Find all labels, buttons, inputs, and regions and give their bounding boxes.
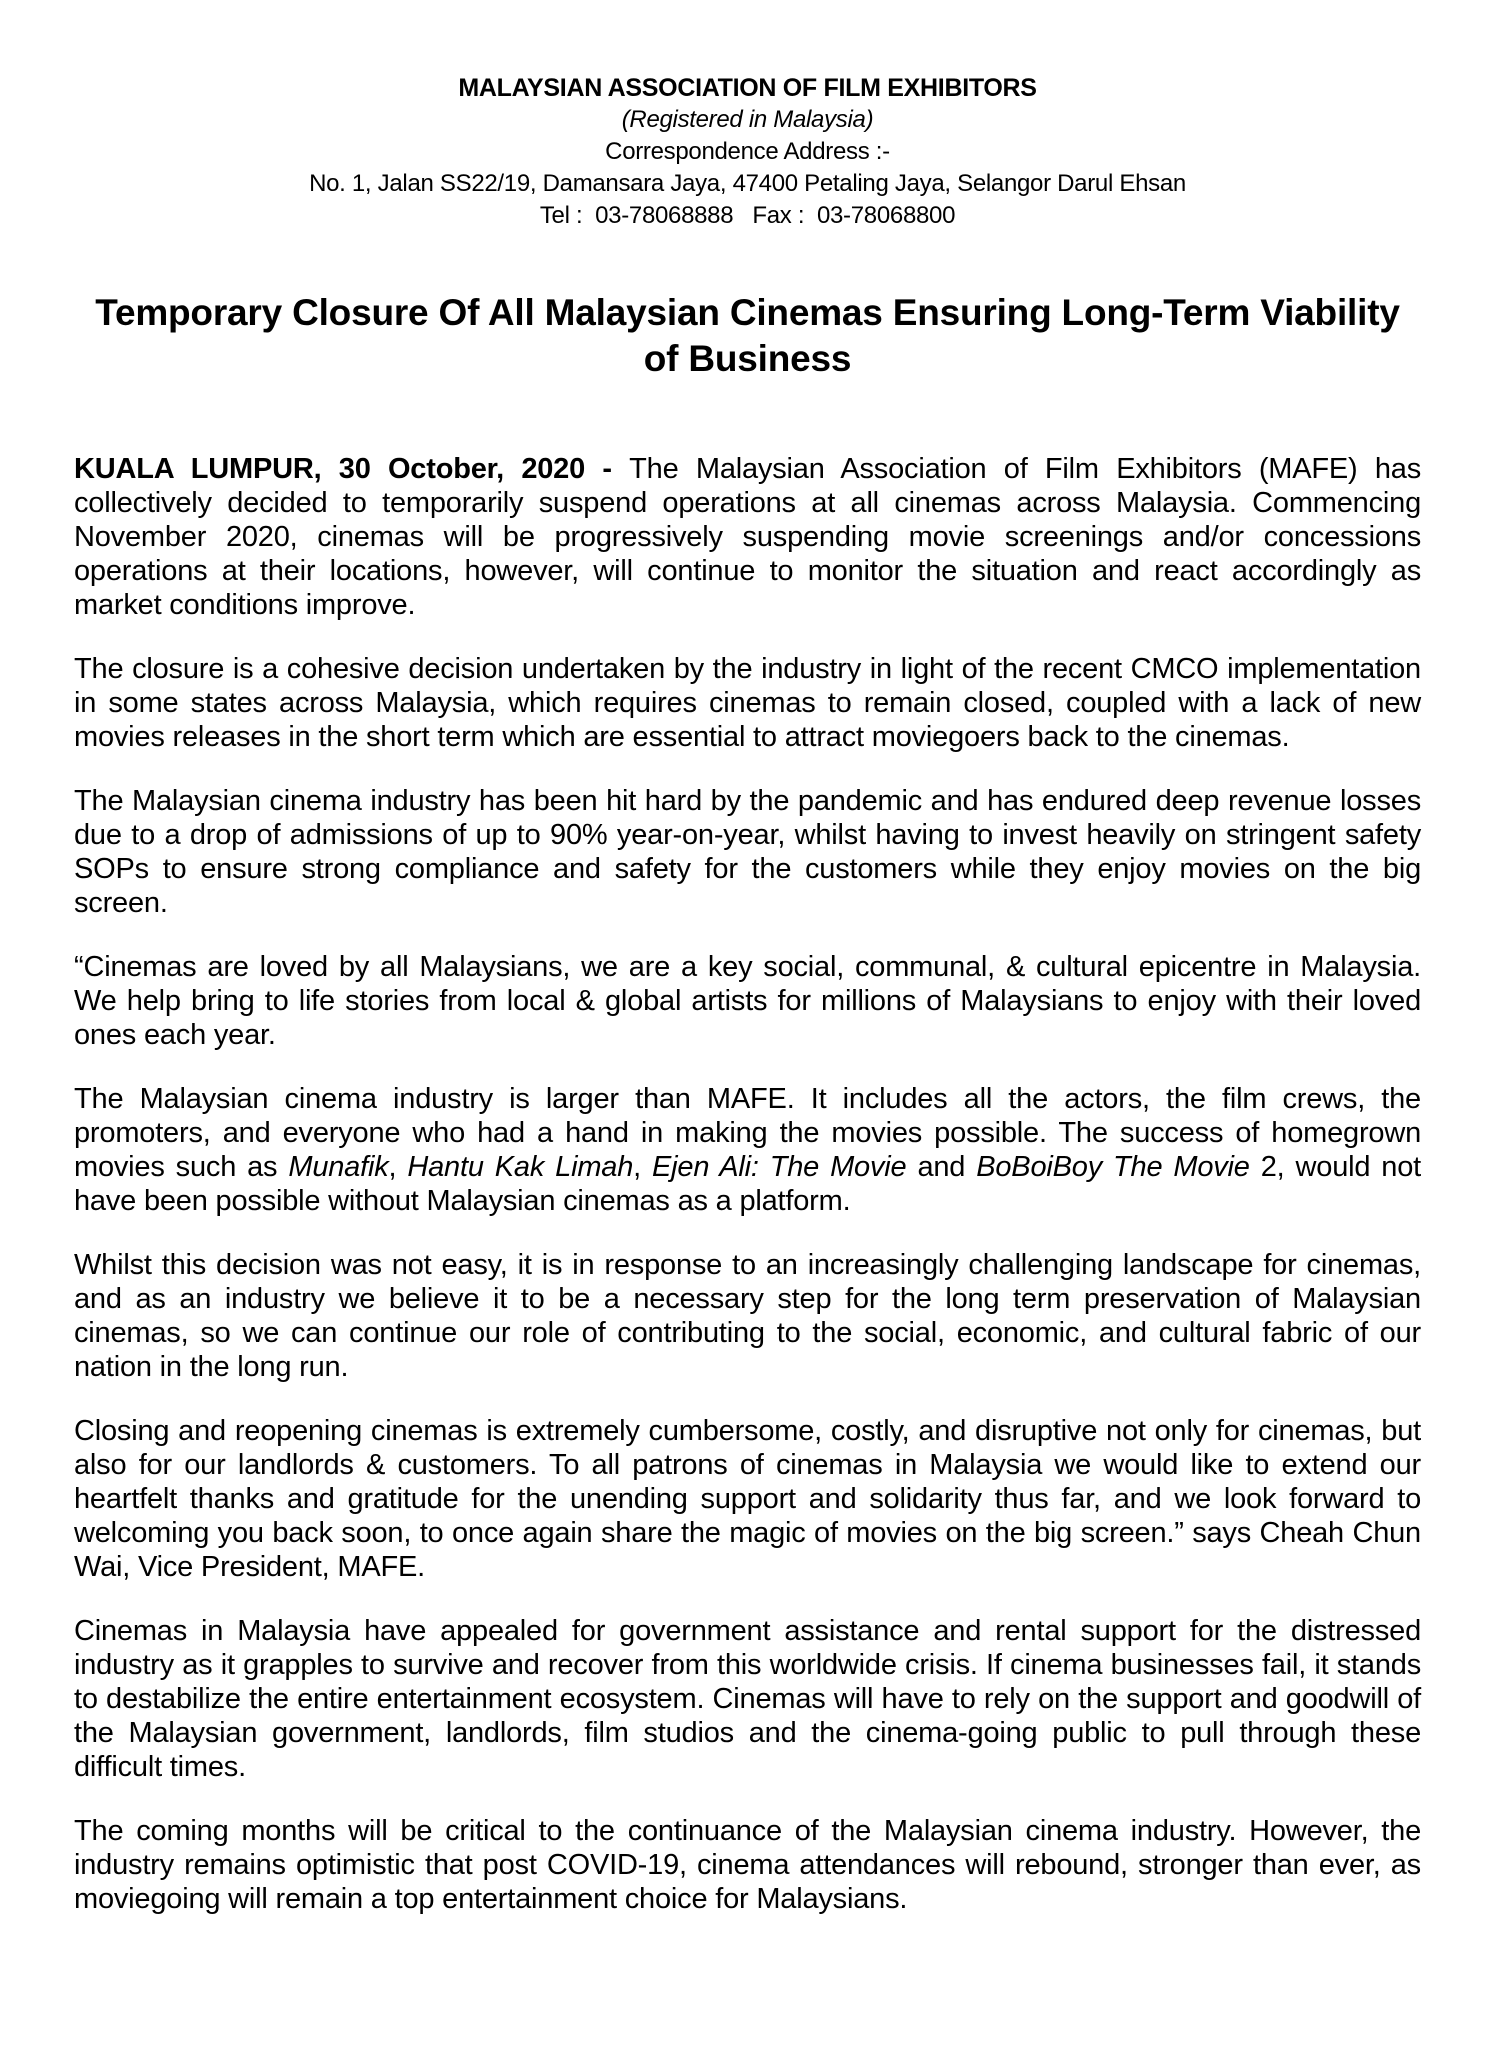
document-title: Temporary Closure Of All Malaysian Cinemas Ensuring Long-Term Viability of Business (95, 292, 1400, 379)
paragraph-industry-larger-than-mafe: The Malaysian cinema industry is larger than MAFE. It includes all the actors, the film crews, the promoters, and everyone who had a hand in making the movies possible. The success of homegrown movies such as Munafik, Hantu Kak Limah, Ejen Ali: The Movie and BoBoiBoy The Movie 2, would not have been possible without Malaysian cinemas as a platform. (74, 1083, 1422, 1217)
paragraph-quote-cinemas-loved: “Cinemas are loved by all Malaysians, we are a key social, communal, & cultural epicentre in Malaysia. We help bring to life stories from local & global artists for millions of Malaysians to enjoy with their loved ones each year. (74, 951, 1421, 1051)
paragraph-decision-not-easy: Whilst this decision was not easy, it is in response to an increasingly challenging landscape for cinemas, and as an industry we believe it to be a necessary step for the long term preservation of Malaysian cinemas, so we can continue our role of contributing to the social, economic, and cultural fabric of our nation in the long run. (74, 1249, 1421, 1383)
registered-note: (Registered in Malaysia) (621, 106, 874, 133)
paragraph-closing-reopening-quote-end: Closing and reopening cinemas is extremely cumbersome, costly, and disruptive not only for cinemas, but also for our landlords & customers. To all patrons of cinemas in Malaysia we would like to extend our heartfelt thanks and gratitude for the unending support and solidarity thus far, and we look forward to welcoming you back soon, to once again share the magic of movies on the big screen.” says Cheah Chun Wai, Vice President, MAFE. (74, 1415, 1421, 1583)
paragraph-dateline-intro: KUALA LUMPUR, 30 October, 2020 - The Malaysian Association of Film Exhibitors (MAFE) has collectively decided to temporarily suspend operations at all cinemas across Malaysia. Commencing November 2020, cinemas will be progressively suspending movie screenings and/or concessions operations at their locations, however, will continue to monitor the situation and react accordingly as market conditions improve. (74, 453, 1422, 621)
paragraph-coming-months: The coming months will be critical to the continuance of the Malaysian cinema industry. However, the industry remains optimistic that post COVID-19, cinema attendances will rebound, stronger than ever, as moviegoing will remain a top entertainment choice for Malaysians. (74, 1815, 1421, 1915)
paragraph-industry-losses: The Malaysian cinema industry has been hit hard by the pandemic and has endured deep revenue losses due to a drop of admissions of up to 90% year-on-year, whilst having to invest heavily on stringent safety SOPs to ensure strong compliance and safety for the customers while they enjoy movies on the big screen. (74, 785, 1421, 919)
paragraph-closure-decision: The closure is a cohesive decision undertaken by the industry in light of the recent CMCO implementation in some states across Malaysia, which requires cinemas to remain closed, coupled with a lack of new movies releases in the short term which are essential to attract moviegoers back to the cinemas. (74, 653, 1421, 753)
correspondence-label: Correspondence Address :- (605, 138, 890, 165)
org-name: MALAYSIAN ASSOCIATION OF FILM EXHIBITORS (458, 74, 1037, 102)
letterhead (74, 72, 1421, 232)
paragraph-government-assistance: Cinemas in Malaysia have appealed for government assistance and rental support for the distressed industry as it grapples to survive and recover from this worldwide crisis. If cinema businesses fail, it stands to destabilize the entire entertainment ecosystem. Cinemas will have to rely on the support and goodwill of the Malaysian government, landlords, film studios and the cinema-going public to pull through these difficult times. (74, 1615, 1421, 1783)
document-body (74, 452, 1421, 1916)
tel-fax-line: Tel : 03-78068888 Fax : 03-78068800 (539, 202, 956, 229)
address-line: No. 1, Jalan SS22/19, Damansara Jaya, 47400 Petaling Jaya, Selangor Darul Ehsan (309, 170, 1186, 197)
